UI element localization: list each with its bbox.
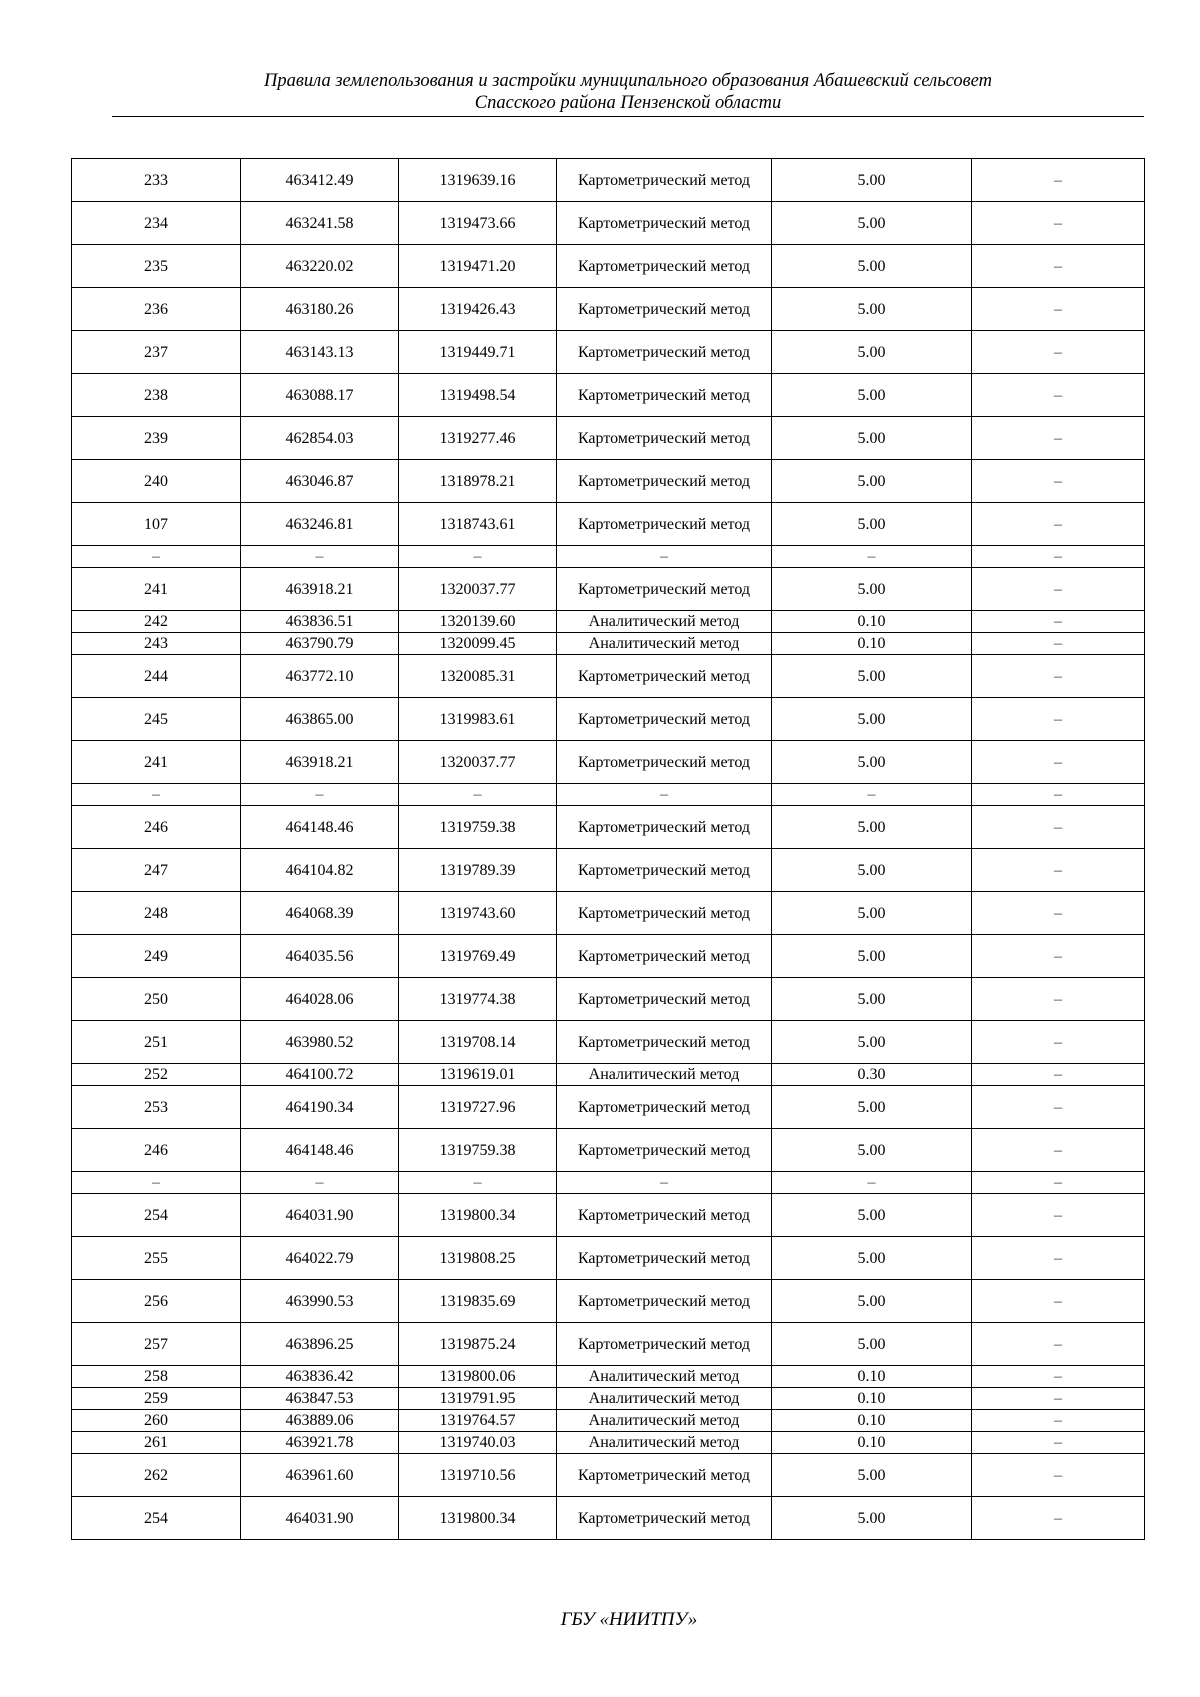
accuracy-cell: 5.00 (772, 1086, 972, 1129)
accuracy-cell: 5.00 (772, 417, 972, 460)
y-coordinate-cell: 1319769.49 (399, 935, 557, 978)
table-row (72, 1194, 1145, 1237)
y-coordinate-cell: 1319791.95 (399, 1388, 557, 1410)
accuracy-cell: 5.00 (772, 159, 972, 202)
method-cell: Картометрический метод (557, 655, 772, 698)
x-coordinate-cell: 463220.02 (241, 245, 399, 288)
note-cell: – (972, 460, 1145, 503)
point-number-cell: 243 (72, 633, 241, 655)
x-coordinate-cell: 463889.06 (241, 1410, 399, 1432)
table-row (72, 1172, 1145, 1194)
point-number-cell: 256 (72, 1280, 241, 1323)
note-cell: – (972, 546, 1145, 568)
note-cell: – (972, 568, 1145, 611)
method-cell: Картометрический метод (557, 892, 772, 935)
point-number-cell: 247 (72, 849, 241, 892)
y-coordinate-cell: 1320085.31 (399, 655, 557, 698)
point-number-cell: 252 (72, 1064, 241, 1086)
note-cell: – (972, 202, 1145, 245)
table-row (72, 1021, 1145, 1064)
table-row (72, 611, 1145, 633)
method-cell: Картометрический метод (557, 374, 772, 417)
x-coordinate-cell: 463180.26 (241, 288, 399, 331)
y-coordinate-cell: – (399, 784, 557, 806)
y-coordinate-cell: 1319710.56 (399, 1454, 557, 1497)
table-row (72, 159, 1145, 202)
x-coordinate-cell: 464035.56 (241, 935, 399, 978)
note-cell: – (972, 1064, 1145, 1086)
table-row (72, 374, 1145, 417)
y-coordinate-cell: 1319743.60 (399, 892, 557, 935)
y-coordinate-cell: – (399, 1172, 557, 1194)
method-cell: Аналитический метод (557, 1064, 772, 1086)
x-coordinate-cell: 463412.49 (241, 159, 399, 202)
note-cell: – (972, 331, 1145, 374)
table-row (72, 1366, 1145, 1388)
method-cell: Аналитический метод (557, 1388, 772, 1410)
method-cell: Картометрический метод (557, 568, 772, 611)
x-coordinate-cell: 463088.17 (241, 374, 399, 417)
table-row (72, 568, 1145, 611)
method-cell: Аналитический метод (557, 1410, 772, 1432)
table-row (72, 935, 1145, 978)
y-coordinate-cell: 1319774.38 (399, 978, 557, 1021)
accuracy-cell: 5.00 (772, 331, 972, 374)
accuracy-cell: 0.10 (772, 611, 972, 633)
accuracy-cell: 5.00 (772, 1129, 972, 1172)
method-cell: Картометрический метод (557, 1194, 772, 1237)
accuracy-cell: 0.10 (772, 1410, 972, 1432)
x-coordinate-cell: 463143.13 (241, 331, 399, 374)
note-cell: – (972, 611, 1145, 633)
note-cell: – (972, 1280, 1145, 1323)
table-row (72, 1064, 1145, 1086)
note-cell: – (972, 1194, 1145, 1237)
accuracy-cell: 5.00 (772, 806, 972, 849)
method-cell: Картометрический метод (557, 1021, 772, 1064)
point-number-cell: 261 (72, 1432, 241, 1454)
point-number-cell: 244 (72, 655, 241, 698)
x-coordinate-cell: 463918.21 (241, 741, 399, 784)
table-row (72, 892, 1145, 935)
note-cell: – (972, 784, 1145, 806)
x-coordinate-cell: 463918.21 (241, 568, 399, 611)
y-coordinate-cell: 1320099.45 (399, 633, 557, 655)
table-row (72, 655, 1145, 698)
method-cell: Аналитический метод (557, 1432, 772, 1454)
y-coordinate-cell: 1319471.20 (399, 245, 557, 288)
method-cell: Картометрический метод (557, 245, 772, 288)
table-row (72, 784, 1145, 806)
y-coordinate-cell: 1319473.66 (399, 202, 557, 245)
accuracy-cell: 5.00 (772, 1237, 972, 1280)
method-cell: Аналитический метод (557, 611, 772, 633)
y-coordinate-cell: 1320139.60 (399, 611, 557, 633)
y-coordinate-cell: 1319708.14 (399, 1021, 557, 1064)
note-cell: – (972, 1410, 1145, 1432)
accuracy-cell: 0.10 (772, 633, 972, 655)
table-row (72, 1497, 1145, 1540)
table-row (72, 331, 1145, 374)
method-cell: Картометрический метод (557, 1280, 772, 1323)
method-cell: Картометрический метод (557, 460, 772, 503)
note-cell: – (972, 288, 1145, 331)
x-coordinate-cell: 464028.06 (241, 978, 399, 1021)
accuracy-cell: – (772, 1172, 972, 1194)
note-cell: – (972, 806, 1145, 849)
table-row (72, 1129, 1145, 1172)
y-coordinate-cell: 1319808.25 (399, 1237, 557, 1280)
note-cell: – (972, 1388, 1145, 1410)
point-number-cell: 238 (72, 374, 241, 417)
x-coordinate-cell: 464068.39 (241, 892, 399, 935)
table-row (72, 1388, 1145, 1410)
x-coordinate-cell: 463921.78 (241, 1432, 399, 1454)
accuracy-cell: 5.00 (772, 892, 972, 935)
method-cell: Картометрический метод (557, 978, 772, 1021)
table-row (72, 460, 1145, 503)
note-cell: – (972, 633, 1145, 655)
x-coordinate-cell: 464031.90 (241, 1194, 399, 1237)
table-row (72, 633, 1145, 655)
point-number-cell: 239 (72, 417, 241, 460)
y-coordinate-cell: 1320037.77 (399, 741, 557, 784)
accuracy-cell: 5.00 (772, 503, 972, 546)
x-coordinate-cell: 464031.90 (241, 1497, 399, 1540)
method-cell: Картометрический метод (557, 806, 772, 849)
note-cell: – (972, 655, 1145, 698)
accuracy-cell: 5.00 (772, 935, 972, 978)
x-coordinate-cell: 463772.10 (241, 655, 399, 698)
point-number-cell: 259 (72, 1388, 241, 1410)
accuracy-cell: 5.00 (772, 1194, 972, 1237)
page-header (112, 70, 1144, 117)
point-number-cell: 242 (72, 611, 241, 633)
point-number-cell: 254 (72, 1194, 241, 1237)
point-number-cell: 257 (72, 1323, 241, 1366)
y-coordinate-cell: 1319639.16 (399, 159, 557, 202)
method-cell: Картометрический метод (557, 1237, 772, 1280)
point-number-cell: 240 (72, 460, 241, 503)
y-coordinate-cell: 1319983.61 (399, 698, 557, 741)
accuracy-cell: 0.10 (772, 1366, 972, 1388)
point-number-cell: 236 (72, 288, 241, 331)
y-coordinate-cell: 1319800.34 (399, 1194, 557, 1237)
note-cell: – (972, 849, 1145, 892)
accuracy-cell: 5.00 (772, 1021, 972, 1064)
header-title-line-1: Правила землепользования и застройки муниципального образования Абашевский сельсовет (264, 71, 992, 91)
x-coordinate-cell: 464190.34 (241, 1086, 399, 1129)
note-cell: – (972, 935, 1145, 978)
method-cell: – (557, 784, 772, 806)
y-coordinate-cell: 1319764.57 (399, 1410, 557, 1432)
point-number-cell: 249 (72, 935, 241, 978)
point-number-cell: 254 (72, 1497, 241, 1540)
x-coordinate-cell: 463961.60 (241, 1454, 399, 1497)
page-footer: ГБУ «НИИТПУ» (560, 1609, 698, 1630)
accuracy-cell: 5.00 (772, 698, 972, 741)
accuracy-cell: 0.10 (772, 1388, 972, 1410)
accuracy-cell: 5.00 (772, 741, 972, 784)
note-cell: – (972, 1086, 1145, 1129)
x-coordinate-cell: 462854.03 (241, 417, 399, 460)
x-coordinate-cell: 463046.87 (241, 460, 399, 503)
x-coordinate-cell: 463246.81 (241, 503, 399, 546)
note-cell: – (972, 1323, 1145, 1366)
x-coordinate-cell: – (241, 546, 399, 568)
method-cell: Картометрический метод (557, 1497, 772, 1540)
y-coordinate-cell: 1319759.38 (399, 1129, 557, 1172)
method-cell: Картометрический метод (557, 849, 772, 892)
point-number-cell: 253 (72, 1086, 241, 1129)
note-cell: – (972, 159, 1145, 202)
method-cell: Картометрический метод (557, 503, 772, 546)
accuracy-cell: 5.00 (772, 288, 972, 331)
table-row (72, 1280, 1145, 1323)
table-row (72, 1237, 1145, 1280)
note-cell: – (972, 1454, 1145, 1497)
x-coordinate-cell: 464100.72 (241, 1064, 399, 1086)
point-number-cell: 262 (72, 1454, 241, 1497)
y-coordinate-cell: 1319800.34 (399, 1497, 557, 1540)
x-coordinate-cell: 463847.53 (241, 1388, 399, 1410)
note-cell: – (972, 892, 1145, 935)
method-cell: Картометрический метод (557, 331, 772, 374)
y-coordinate-cell: 1320037.77 (399, 568, 557, 611)
accuracy-cell: 5.00 (772, 978, 972, 1021)
x-coordinate-cell: 463865.00 (241, 698, 399, 741)
table-row (72, 849, 1145, 892)
note-cell: – (972, 417, 1145, 460)
table-row (72, 1086, 1145, 1129)
table-row (72, 1454, 1145, 1497)
x-coordinate-cell: – (241, 784, 399, 806)
note-cell: – (972, 1237, 1145, 1280)
table-row (72, 1410, 1145, 1432)
table-row (72, 202, 1145, 245)
y-coordinate-cell: 1319449.71 (399, 331, 557, 374)
point-number-cell: 234 (72, 202, 241, 245)
y-coordinate-cell: 1319619.01 (399, 1064, 557, 1086)
point-number-cell: 260 (72, 1410, 241, 1432)
x-coordinate-cell: 464148.46 (241, 806, 399, 849)
method-cell: Картометрический метод (557, 741, 772, 784)
y-coordinate-cell: 1318743.61 (399, 503, 557, 546)
method-cell: Аналитический метод (557, 1366, 772, 1388)
table-row (72, 806, 1145, 849)
accuracy-cell: 5.00 (772, 1497, 972, 1540)
method-cell: Аналитический метод (557, 633, 772, 655)
point-number-cell: 241 (72, 741, 241, 784)
y-coordinate-cell: 1319727.96 (399, 1086, 557, 1129)
y-coordinate-cell: 1319498.54 (399, 374, 557, 417)
x-coordinate-cell: 463836.42 (241, 1366, 399, 1388)
accuracy-cell: 5.00 (772, 655, 972, 698)
x-coordinate-cell: 463790.79 (241, 633, 399, 655)
note-cell: – (972, 1497, 1145, 1540)
note-cell: – (972, 741, 1145, 784)
point-number-cell: – (72, 784, 241, 806)
table-row (72, 245, 1145, 288)
accuracy-cell: 0.10 (772, 1432, 972, 1454)
header-title-line-2: Спасского района Пензенской области (474, 93, 782, 113)
method-cell: Картометрический метод (557, 202, 772, 245)
coordinates-table-body (72, 159, 1145, 1540)
table-row (72, 1323, 1145, 1366)
y-coordinate-cell: 1319740.03 (399, 1432, 557, 1454)
note-cell: – (972, 245, 1145, 288)
accuracy-cell: 5.00 (772, 849, 972, 892)
y-coordinate-cell: 1319835.69 (399, 1280, 557, 1323)
point-number-cell: 107 (72, 503, 241, 546)
note-cell: – (972, 503, 1145, 546)
point-number-cell: – (72, 1172, 241, 1194)
note-cell: – (972, 1366, 1145, 1388)
method-cell: Картометрический метод (557, 159, 772, 202)
point-number-cell: 251 (72, 1021, 241, 1064)
note-cell: – (972, 1172, 1145, 1194)
x-coordinate-cell: 464022.79 (241, 1237, 399, 1280)
point-number-cell: 258 (72, 1366, 241, 1388)
point-number-cell: – (72, 546, 241, 568)
y-coordinate-cell: 1319789.39 (399, 849, 557, 892)
accuracy-cell: 5.00 (772, 460, 972, 503)
point-number-cell: 241 (72, 568, 241, 611)
y-coordinate-cell: – (399, 546, 557, 568)
accuracy-cell: 5.00 (772, 1280, 972, 1323)
table-row (72, 546, 1145, 568)
coordinates-table (71, 158, 1145, 1540)
accuracy-cell: 5.00 (772, 374, 972, 417)
x-coordinate-cell: 464104.82 (241, 849, 399, 892)
note-cell: – (972, 698, 1145, 741)
point-number-cell: 235 (72, 245, 241, 288)
note-cell: – (972, 1021, 1145, 1064)
x-coordinate-cell: 463896.25 (241, 1323, 399, 1366)
point-number-cell: 246 (72, 806, 241, 849)
x-coordinate-cell: 463241.58 (241, 202, 399, 245)
x-coordinate-cell: – (241, 1172, 399, 1194)
point-number-cell: 246 (72, 1129, 241, 1172)
y-coordinate-cell: 1318978.21 (399, 460, 557, 503)
accuracy-cell: 5.00 (772, 568, 972, 611)
table-row (72, 288, 1145, 331)
method-cell: – (557, 546, 772, 568)
accuracy-cell: 5.00 (772, 1323, 972, 1366)
note-cell: – (972, 374, 1145, 417)
y-coordinate-cell: 1319800.06 (399, 1366, 557, 1388)
accuracy-cell: – (772, 784, 972, 806)
point-number-cell: 250 (72, 978, 241, 1021)
x-coordinate-cell: 463836.51 (241, 611, 399, 633)
x-coordinate-cell: 464148.46 (241, 1129, 399, 1172)
method-cell: Картометрический метод (557, 1129, 772, 1172)
table-row (72, 978, 1145, 1021)
method-cell: Картометрический метод (557, 1454, 772, 1497)
point-number-cell: 248 (72, 892, 241, 935)
method-cell: Картометрический метод (557, 417, 772, 460)
accuracy-cell: 5.00 (772, 245, 972, 288)
method-cell: – (557, 1172, 772, 1194)
accuracy-cell: 5.00 (772, 202, 972, 245)
note-cell: – (972, 978, 1145, 1021)
table-row (72, 417, 1145, 460)
method-cell: Картометрический метод (557, 1086, 772, 1129)
y-coordinate-cell: 1319875.24 (399, 1323, 557, 1366)
point-number-cell: 233 (72, 159, 241, 202)
y-coordinate-cell: 1319426.43 (399, 288, 557, 331)
x-coordinate-cell: 463990.53 (241, 1280, 399, 1323)
accuracy-cell: 0.30 (772, 1064, 972, 1086)
table-row (72, 741, 1145, 784)
point-number-cell: 255 (72, 1237, 241, 1280)
method-cell: Картометрический метод (557, 698, 772, 741)
y-coordinate-cell: 1319277.46 (399, 417, 557, 460)
accuracy-cell: – (772, 546, 972, 568)
x-coordinate-cell: 463980.52 (241, 1021, 399, 1064)
point-number-cell: 237 (72, 331, 241, 374)
note-cell: – (972, 1432, 1145, 1454)
point-number-cell: 245 (72, 698, 241, 741)
accuracy-cell: 5.00 (772, 1454, 972, 1497)
table-row (72, 698, 1145, 741)
method-cell: Картометрический метод (557, 935, 772, 978)
y-coordinate-cell: 1319759.38 (399, 806, 557, 849)
method-cell: Картометрический метод (557, 288, 772, 331)
note-cell: – (972, 1129, 1145, 1172)
table-row (72, 1432, 1145, 1454)
method-cell: Картометрический метод (557, 1323, 772, 1366)
table-row (72, 503, 1145, 546)
